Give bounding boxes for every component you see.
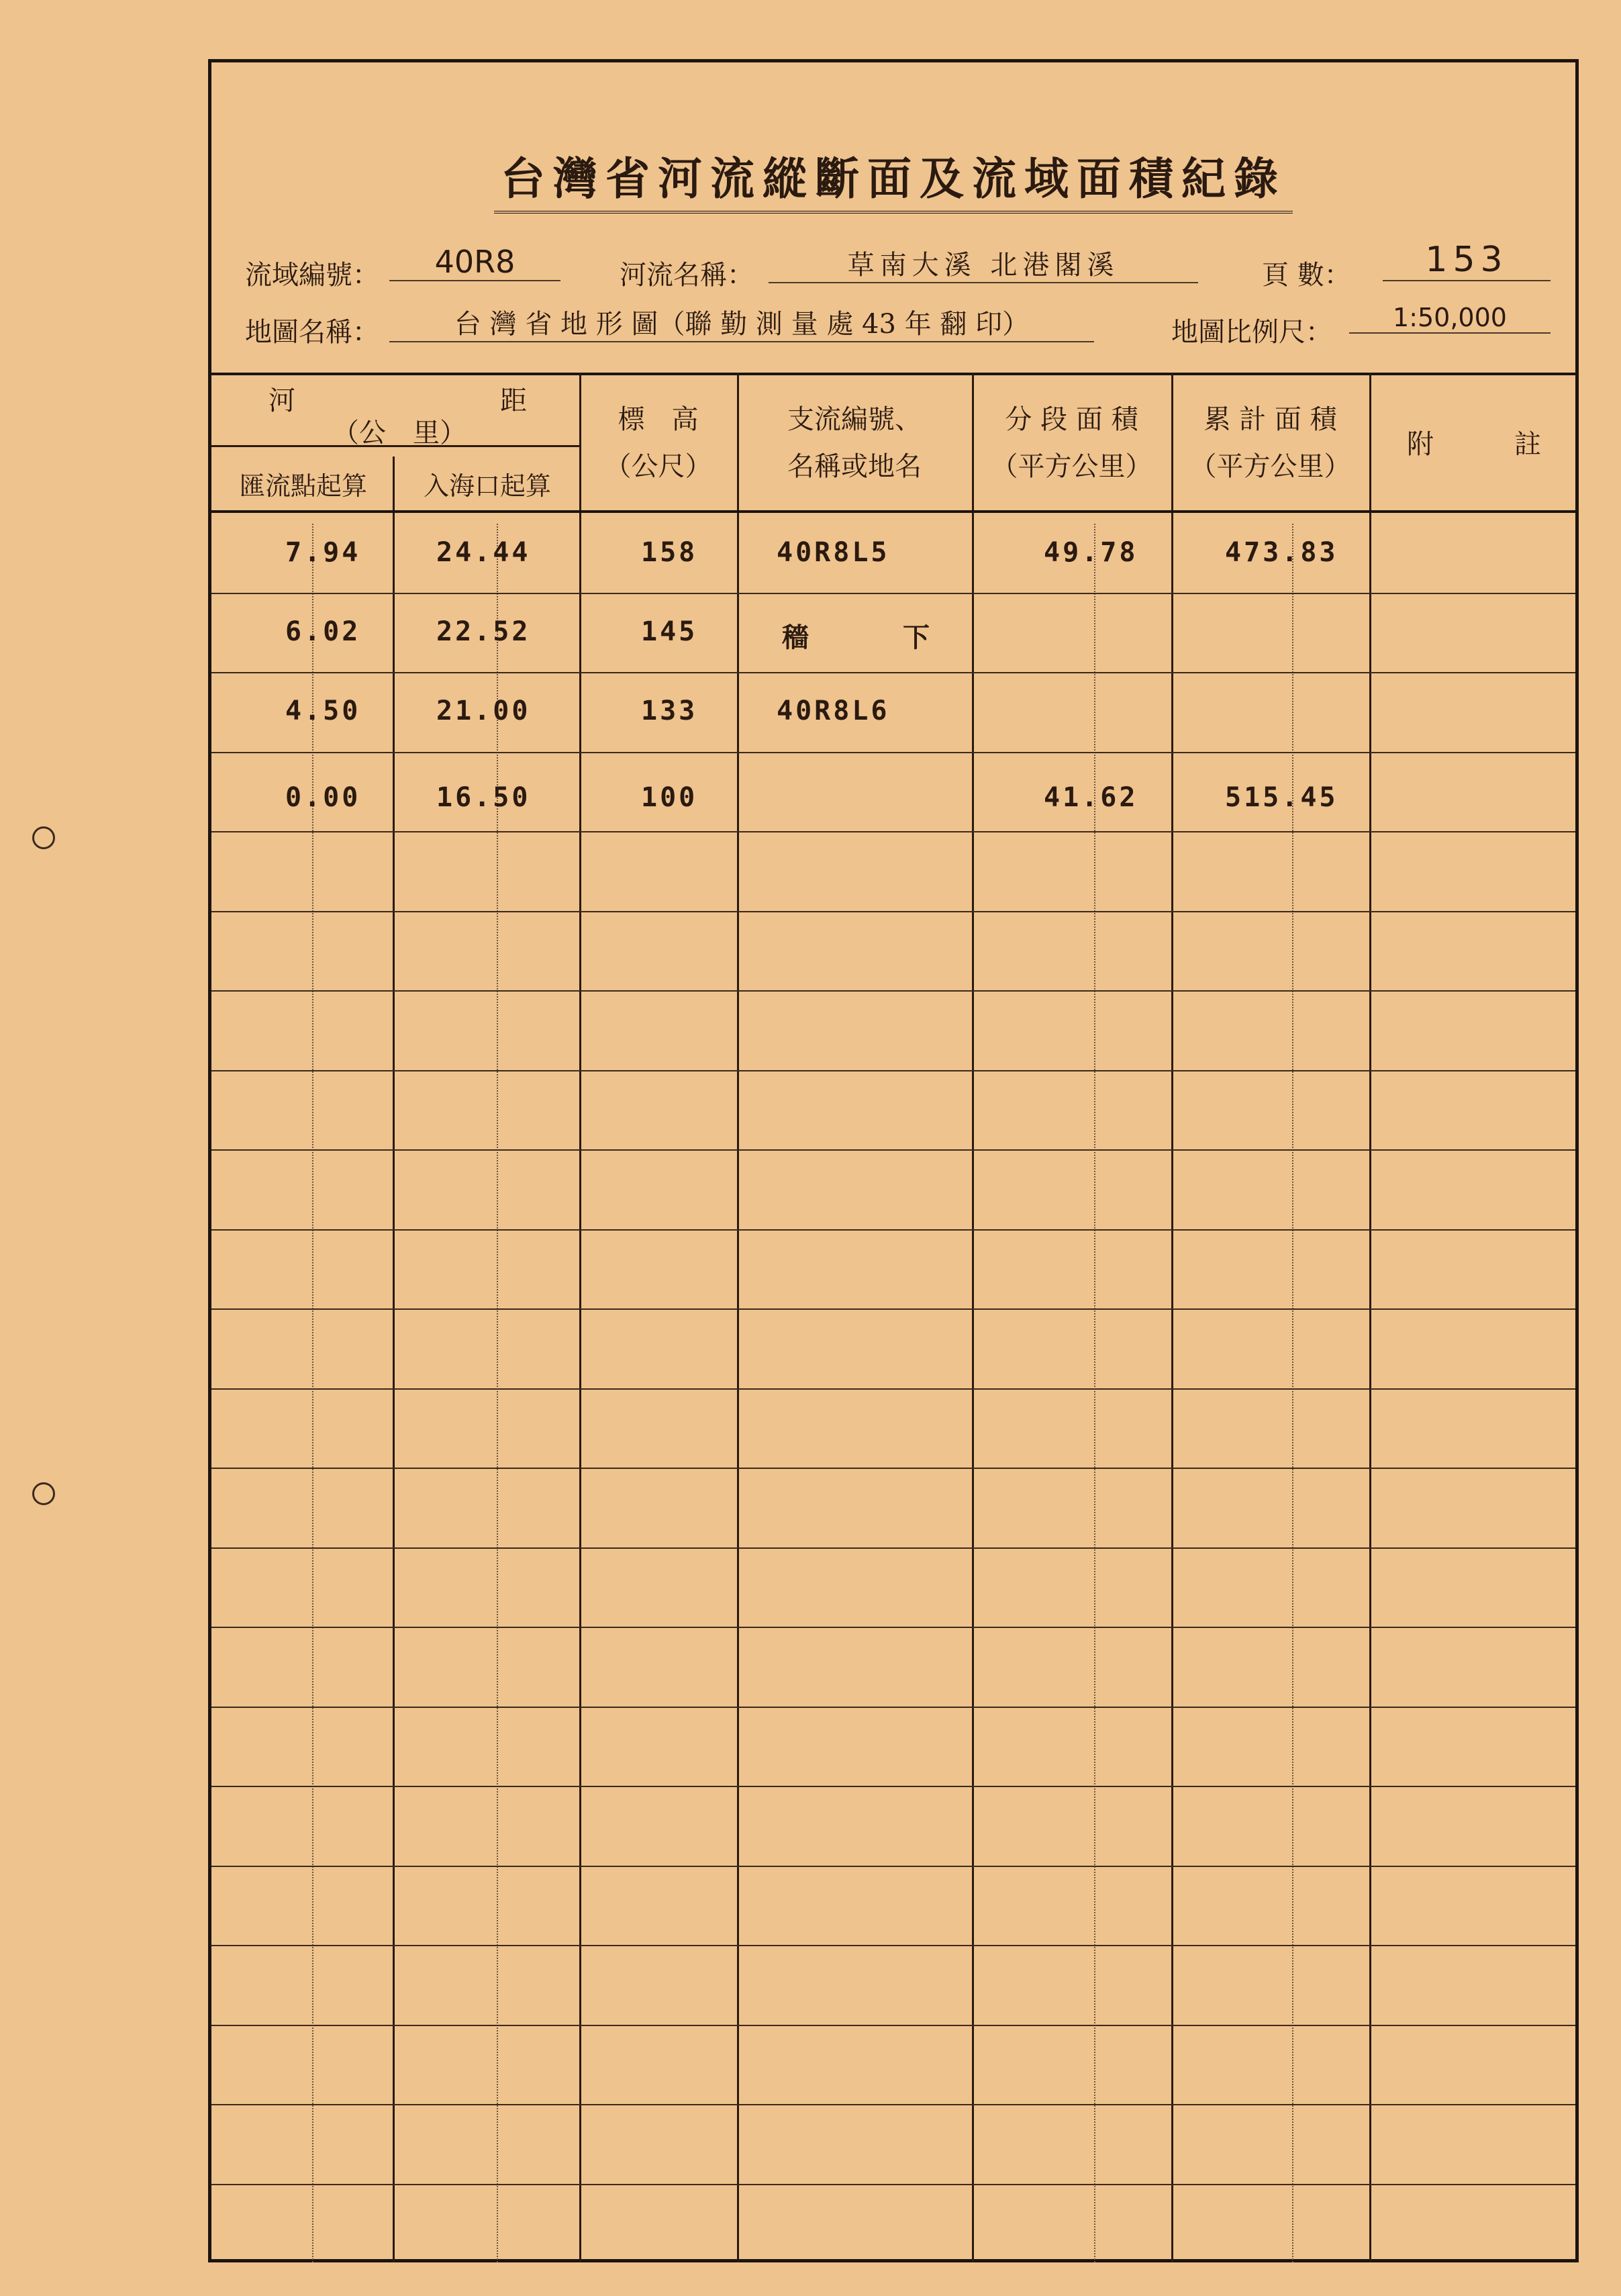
page-no-value: 153 [1383,240,1551,281]
row1-elevation: 158 [641,537,698,568]
river-name-value: 草南大溪 北港閣溪 [769,244,1198,283]
row4-cumulative: 515.45 [1225,782,1338,813]
header-tributary-2: 名稱或地名 [787,451,922,482]
record-table [211,373,1575,2262]
header-remarks: 附 註 [1407,429,1541,460]
row2-confluence: 6.02 [285,616,361,647]
header-from-confluence: 匯流點起算 [239,471,367,501]
row1-section: 49.78 [1044,537,1138,568]
form-header [211,62,1575,375]
basin-no-label: 流域編號： [245,260,379,291]
row3-estuary: 21.00 [436,696,531,726]
header-from-estuary: 入海口起算 [423,471,551,501]
header-section-area-unit: （平方公里） [991,451,1152,482]
row1-estuary: 24.44 [436,537,531,568]
punch-hole-bottom [32,1482,55,1505]
header-tributary-1: 支流編號、 [787,404,922,435]
row3-confluence: 4.50 [285,696,361,726]
row4-estuary: 16.50 [436,782,531,813]
header-cumulative-area: 累 計 面 積 [1204,404,1337,435]
row1-tributary: 40R8L5 [777,537,890,568]
basin-no-value: 40R8 [389,244,560,281]
scale-value: 1:50,000 [1349,303,1551,334]
header-section-area: 分 段 面 積 [1005,404,1138,435]
row3-tributary: 40R8L6 [777,696,890,726]
punch-hole-top [32,826,55,849]
row4-confluence: 0.00 [285,782,361,813]
header-river-distance-right: 距 [500,385,527,416]
row4-elevation: 100 [641,782,698,813]
header-river-distance-left: 河 [268,385,295,416]
map-name-value: 台 灣 省 地 形 圖（聯 勤 測 量 處 43 年 翻 印） [389,303,1094,342]
row1-cumulative: 473.83 [1225,537,1338,568]
scale-label: 地圖比例尺： [1171,317,1332,348]
river-name-label: 河流名稱： [620,260,754,291]
map-name-label: 地圖名稱： [245,317,379,348]
row2-estuary: 22.52 [436,616,531,647]
row4-section: 41.62 [1044,782,1138,813]
header-elevation: 標 高 [618,404,699,435]
row2-tributary: 穡 下 [782,622,943,653]
header-distance-unit: （公 里） [332,418,466,448]
header-cumulative-area-unit: （平方公里） [1189,451,1351,482]
row3-elevation: 133 [641,696,698,726]
page-label: 頁 數： [1262,260,1351,291]
header-elevation-unit: （公尺） [604,451,712,482]
row2-elevation: 145 [641,616,698,647]
form-title: 台灣省河流縱斷面及流域面積紀錄 [211,143,1575,213]
row1-confluence: 7.94 [285,537,361,568]
record-form [208,59,1579,2262]
